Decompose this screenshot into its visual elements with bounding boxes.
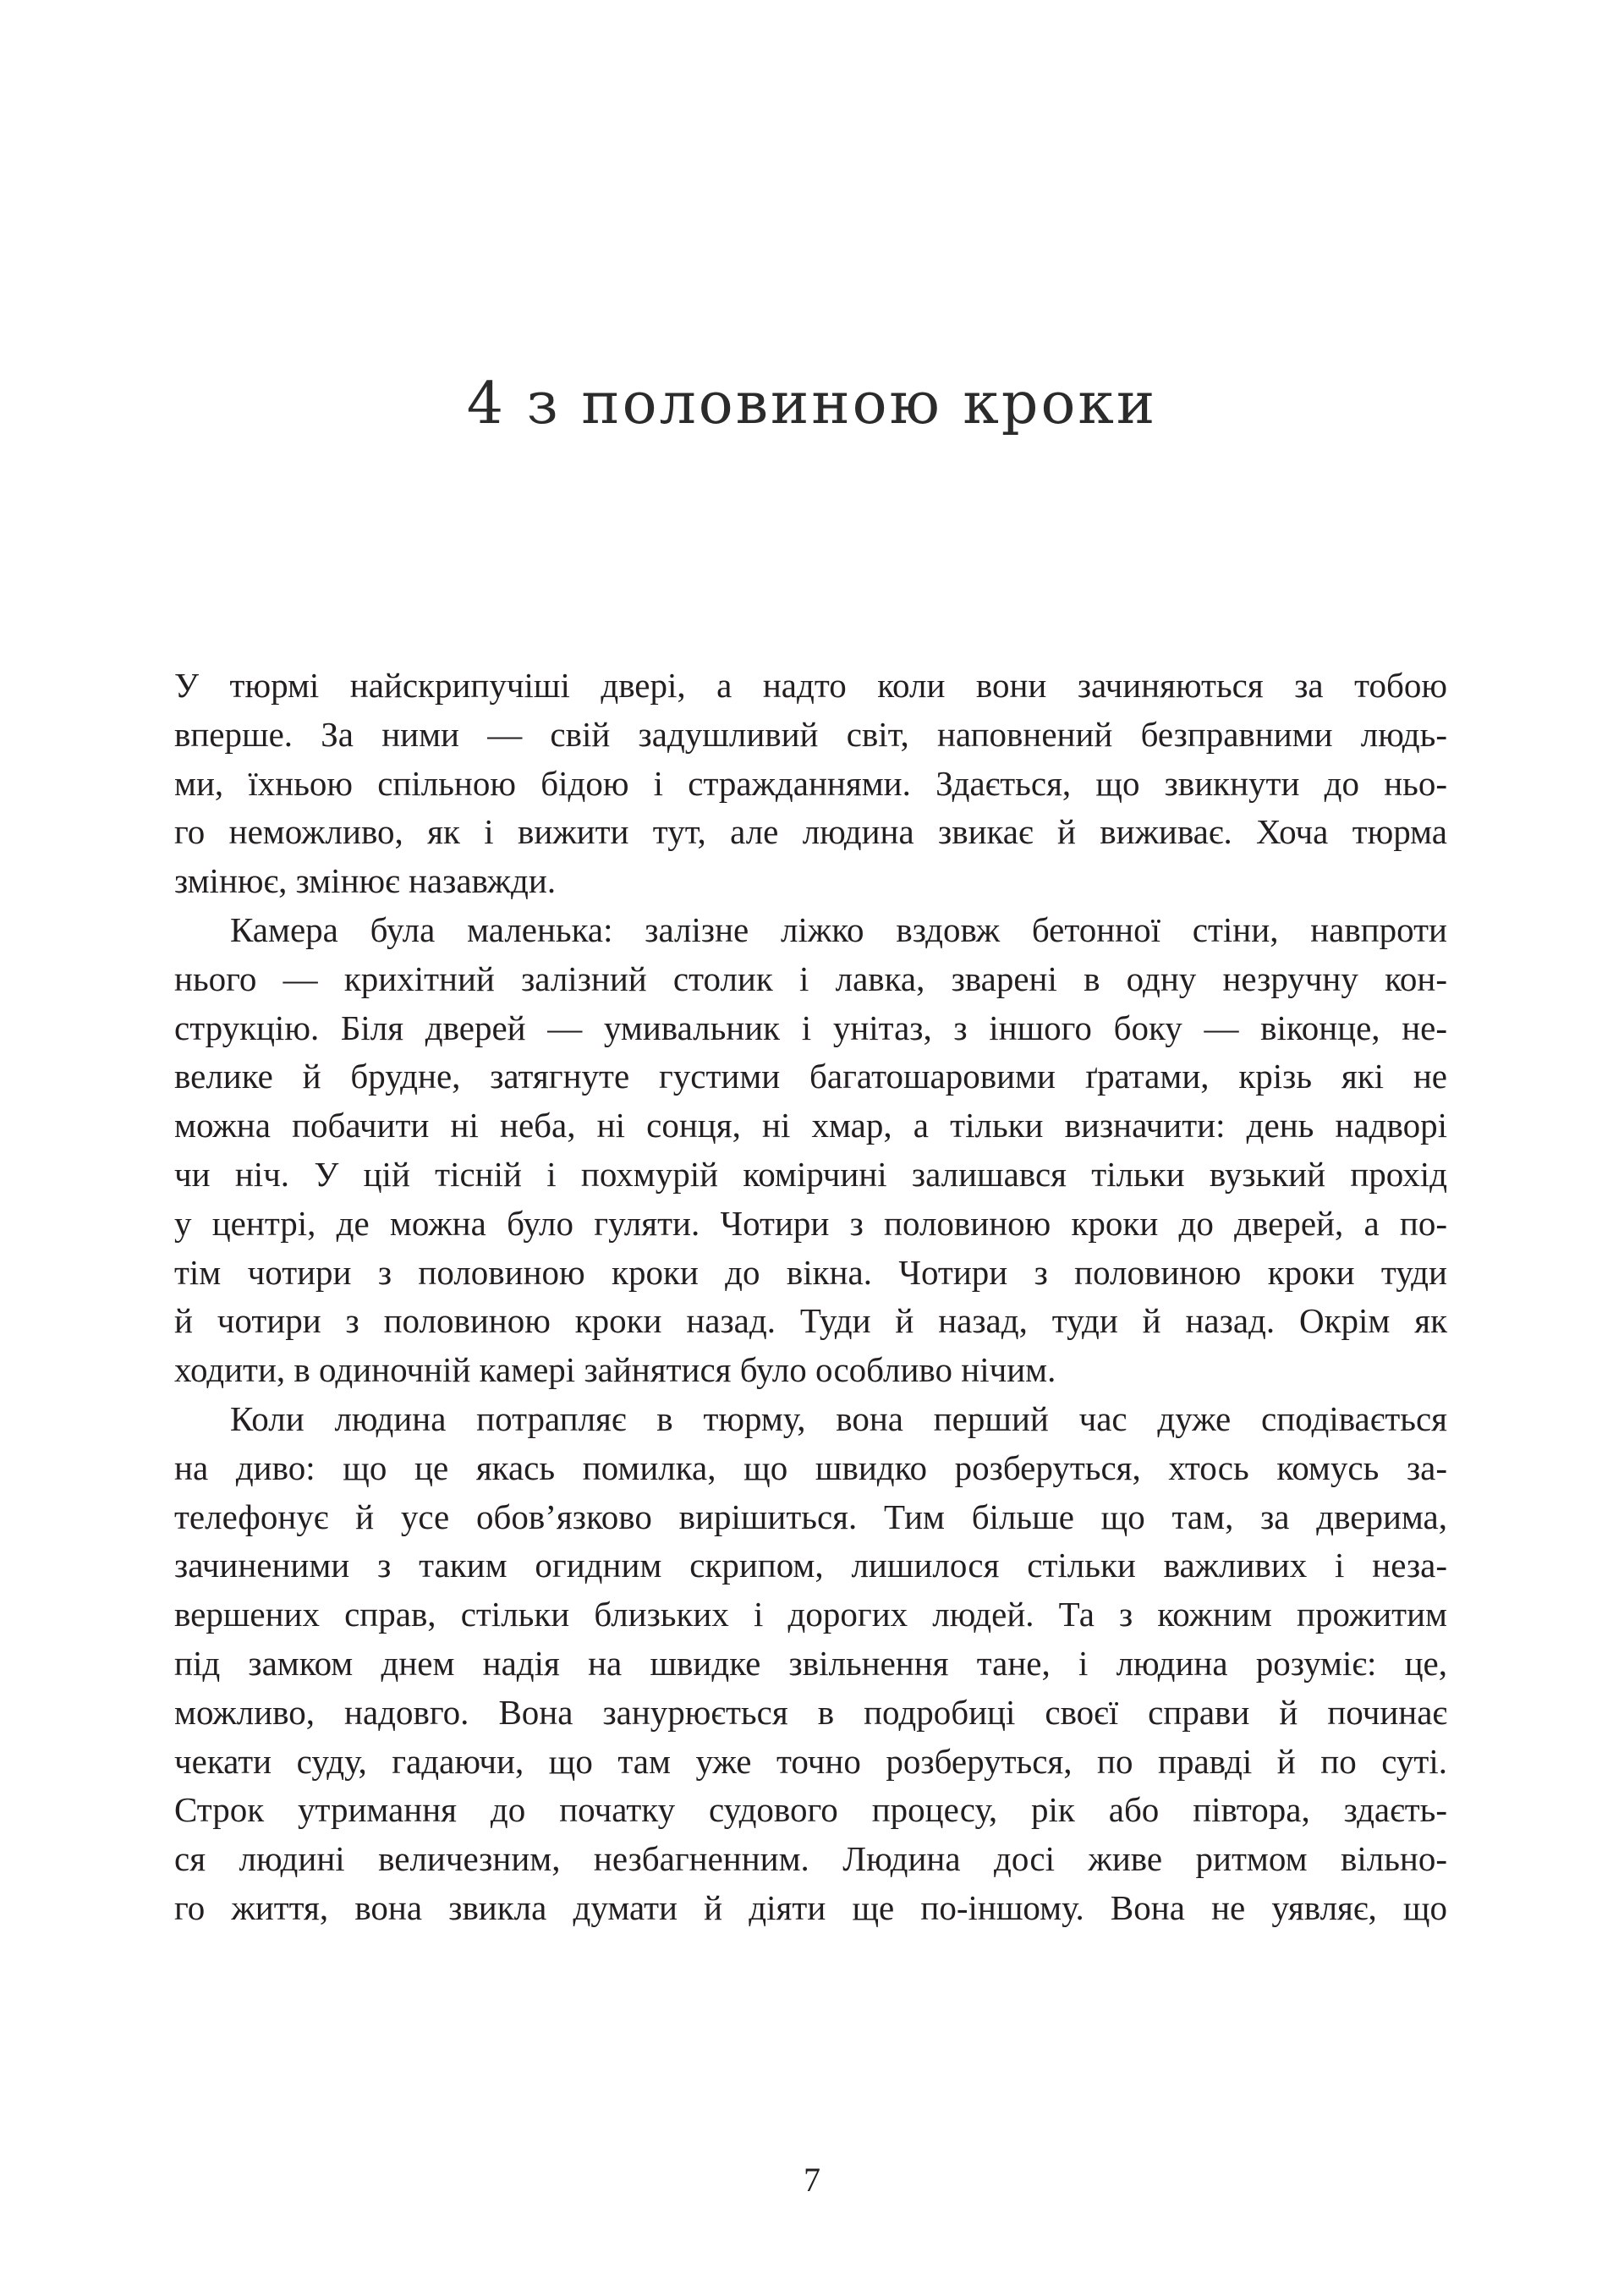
text-line: під замком днем надія на швидке звільнення тане, і людина розуміє: це,	[174, 1643, 1447, 1683]
text-line: велике й брудне, затягнуте густими багатошаровими ґратами, крізь які не	[174, 1057, 1447, 1096]
text-line: зачиненими з таким огидним скрипом, лишилося стільки важливих і неза-	[174, 1546, 1447, 1585]
text-line: тім чотири з половиною кроки до вікна. Чотири з половиною кроки туди	[174, 1252, 1447, 1292]
text-line: й чотири з половиною кроки назад. Туди й назад, туди й назад. Окрім як	[174, 1301, 1447, 1341]
text-line: телефонує й усе обов’язково вирішиться. Тим більше що там, за дверима,	[174, 1497, 1447, 1536]
text-line: вершених справ, стільки близьких і дорогих людей. Та з кожним прожитим	[174, 1595, 1447, 1634]
text-line: У тюрмі найскрипучіші двері, а надто коли вони зачиняються за тобою	[174, 666, 1447, 705]
text-line: ми, їхньою спільною бідою і стражданнями. Здається, що звикнути до ньо-	[174, 763, 1447, 803]
text-line: го неможливо, як і вижити тут, але людина звикає й виживає. Хоча тюрма	[174, 812, 1447, 852]
text-line: струкцію. Біля дверей — умивальник і унітаз, з іншого боку — віконце, не-	[174, 1008, 1447, 1047]
text-line: можливо, надовго. Вона занурюється в подробиці своєї справи й починає	[174, 1692, 1447, 1732]
text-line: го життя, вона звикла думати й діяти ще по-іншому. Вона не уявляє, що	[174, 1887, 1447, 1927]
text-line: Строк утримання до початку судового процесу, рік або півтора, здаєть-	[174, 1790, 1447, 1830]
paragraph	[174, 662, 1447, 906]
paragraph	[174, 1395, 1447, 1933]
text-line: ся людині величезним, незбагненним. Людина досі живе ритмом вільно-	[174, 1839, 1447, 1879]
text-line: можна побачити ні неба, ні сонця, ні хмар, а тільки визначити: день надворі	[174, 1106, 1447, 1145]
text-line: вперше. За ними — свій задушливий світ, наповнений безправними людь-	[174, 714, 1447, 754]
text-line: чи ніч. У цій тісній і похмурій комірчині залишався тільки вузький прохід	[174, 1154, 1447, 1194]
text-line: у центрі, де можна було гуляти. Чотири з половиною кроки до дверей, а по-	[174, 1203, 1447, 1243]
body-text	[174, 662, 1447, 1933]
text-line: ходити, в одиночній камері зайнятися було особливо нічим.	[174, 1350, 1056, 1390]
text-line: Камера була маленька: залізне ліжко вздовж бетонної стіни, навпроти	[230, 909, 1447, 949]
paragraph	[174, 906, 1447, 1395]
text-line: змінює, змінює назавжди.	[174, 861, 557, 901]
page-number: 7	[804, 2161, 820, 2199]
text-line: Коли людина потрапляє в тюрму, вона перший час дуже сподівається	[230, 1398, 1447, 1438]
text-line: чекати суду, гадаючи, що там уже точно розберуться, по правді й по суті.	[174, 1741, 1447, 1781]
text-line: нього — крихітний залізний столик і лавка, зварені в одну незручну кон-	[174, 958, 1447, 998]
text-line: на диво: що це якась помилка, що швидко розберуться, хтось комусь за-	[174, 1447, 1447, 1487]
chapter-title: 4 з половиною кроки	[466, 371, 1158, 437]
